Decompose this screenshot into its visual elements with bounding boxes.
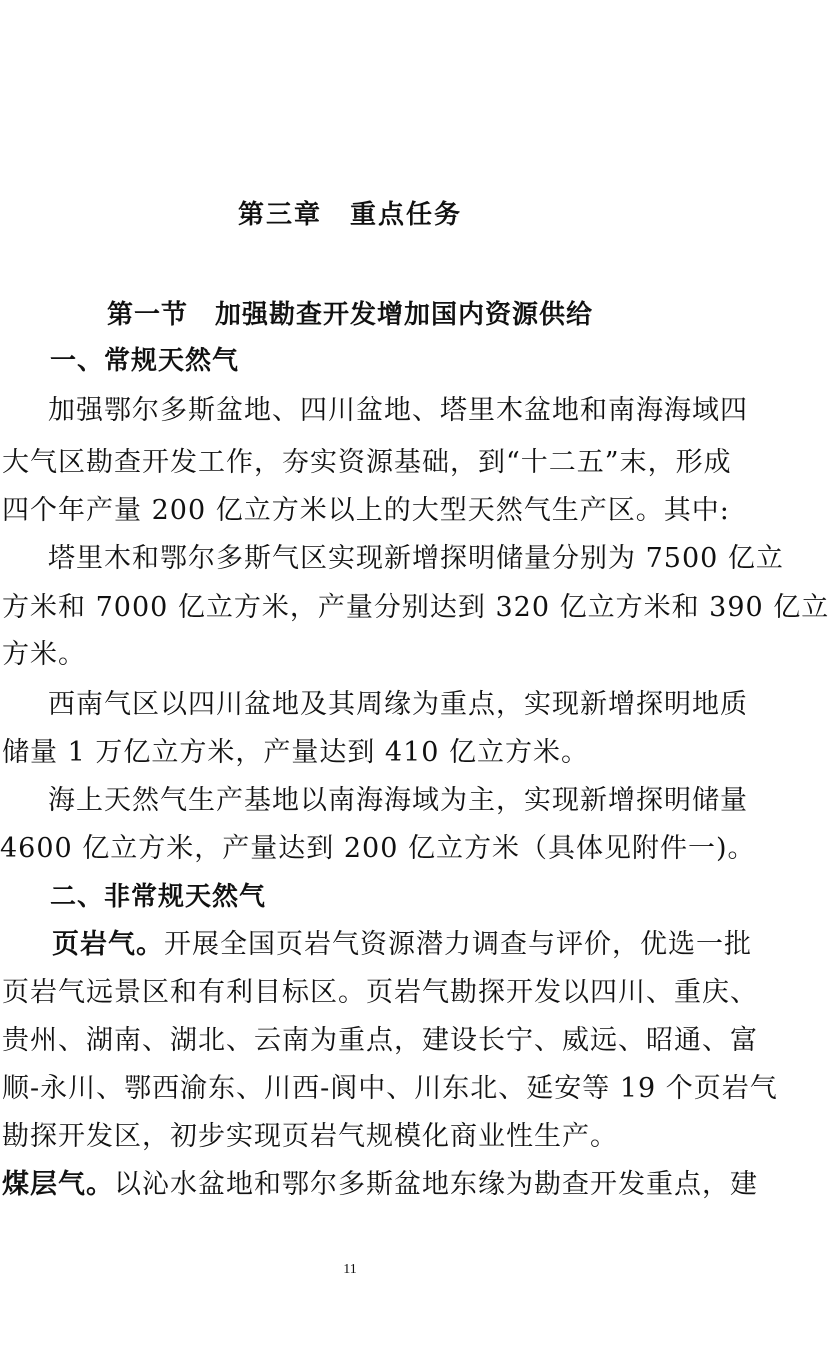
- subsection-heading-unconventional-gas: 二、非常规天然气: [50, 882, 267, 912]
- paragraph-line: 4600 亿立方米，产量达到 200 亿立方米（具体见附件一)。: [0, 833, 756, 864]
- paragraph-line: 贵州、湖南、湖北、云南为重点，建设长宁、威远、昭通、富: [2, 1025, 758, 1056]
- section-title: 第一节 加强勘查开发增加国内资源供给: [106, 300, 593, 330]
- paragraph-line: 储量 1 万亿立方米，产量达到 410 亿立方米。: [2, 737, 590, 768]
- paragraph-line: 顺-永川、鄂西渝东、川西-阆中、川东北、延安等 19 个页岩气: [2, 1073, 778, 1104]
- chapter-title: 第三章 重点任务: [237, 200, 462, 230]
- paragraph-line: 勘探开发区，初步实现页岩气规模化商业性生产。: [2, 1121, 618, 1152]
- paragraph-line: 西南气区以四川盆地及其周缘为重点，实现新增探明地质: [48, 689, 748, 720]
- paragraph-line: 加强鄂尔多斯盆地、四川盆地、塔里木盆地和南海海域四: [48, 395, 748, 426]
- paragraph-line: 方米和 7000 亿立方米，产量分别达到 320 亿立方米和 390 亿立: [2, 592, 829, 623]
- subsection-heading-conventional-gas: 一、常规天然气: [50, 346, 240, 376]
- page-number: 11: [343, 1262, 357, 1277]
- paragraph-line: 海上天然气生产基地以南海海域为主，实现新增探明储量: [48, 785, 748, 816]
- paragraph-text: 以沁水盆地和鄂尔多斯盆地东缘为勘查开发重点，建: [114, 1169, 758, 1200]
- paragraph-line: 塔里木和鄂尔多斯气区实现新增探明储量分别为 7500 亿立: [48, 543, 784, 574]
- coalbed-methane-lead: 煤层气。: [2, 1169, 114, 1200]
- paragraph-text: 开展全国页岩气资源潜力调查与评价，优选一批: [164, 929, 752, 960]
- paragraph-line: [0, 1168, 758, 1202]
- paragraph-line: 方米。: [2, 639, 86, 670]
- paragraph-line: 页岩气远景区和有利目标区。页岩气勘探开发以四川、重庆、: [2, 977, 758, 1008]
- paragraph-line: 四个年产量 200 亿立方米以上的大型天然气生产区。其中:: [2, 495, 730, 526]
- shale-gas-lead: 页岩气。: [52, 929, 164, 960]
- paragraph-line: 大气区勘查开发工作，夯实资源基础，到“十二五”末，形成: [2, 447, 732, 478]
- paragraph-line: [0, 928, 752, 962]
